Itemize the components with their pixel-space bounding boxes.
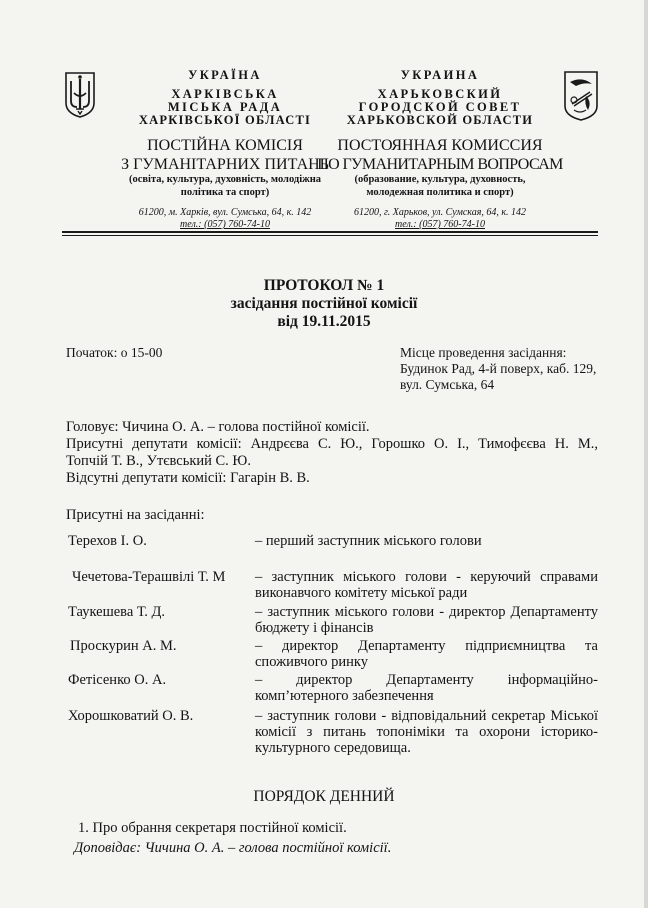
header-left-commission-line2: З ГУМАНІТАРНИХ ПИТАНЬ: [121, 156, 329, 173]
meeting-venue-line2: Будинок Рад, 4-й поверх, каб. 129,: [400, 361, 597, 376]
present-name-1: Терехов І. О.: [68, 533, 147, 549]
document-title-line2: засідання постійної комісії: [230, 295, 418, 312]
header-left-council-line1: ХАРКІВСЬКА: [171, 87, 279, 101]
header-left-country: УКРАЇНА: [188, 68, 262, 82]
kharkiv-coat-of-arms-icon: [562, 70, 600, 122]
meeting-venue: [400, 345, 596, 393]
header-left-phone: тел.: (057) 760-74-10: [180, 219, 270, 230]
header-right-scope-line2: молодежная политика и спорт): [366, 187, 514, 198]
header-right-commission-line2: ПО ГУМАНИТАРНЫМ ВОПРОСАМ: [317, 156, 563, 173]
attendance-present-line2: Топчій Т. В., Утєвський С. Ю.: [66, 453, 251, 469]
header-left-contacts: [100, 207, 350, 231]
header-left-commission-line1: ПОСТІЙНА КОМІСІЯ: [147, 137, 303, 154]
attendance-block: [66, 419, 598, 487]
header-right-scope: [315, 173, 565, 199]
document-title-line3: від 19.11.2015: [277, 313, 371, 330]
present-name-3: Таукешева Т. Д.: [68, 604, 166, 620]
scan-edge: [644, 0, 648, 908]
agenda-reporter: Доповідає: Чичина О. А. – голова постійної комісії.: [74, 840, 392, 856]
header-rule-thin: [62, 235, 598, 236]
header-left-council: [110, 88, 340, 127]
header-left-scope-line2: політика та спорт): [180, 187, 270, 198]
meeting-venue-line3: вул. Сумська, 64: [400, 377, 495, 392]
meeting-start: Початок: о 15-00: [66, 345, 163, 360]
header-right-phone: тел.: (057) 760-74-10: [395, 219, 485, 230]
header-rule-thick: [62, 231, 598, 233]
header-right-scope-line1: (образование, культура, духовность,: [354, 174, 526, 185]
present-role-1: – перший заступник міського голови: [255, 533, 482, 549]
header-right-contacts: [315, 207, 565, 231]
header-left-scope-line1: (освіта, культура, духовність, молодіжна: [128, 174, 322, 185]
present-role-6: – заступник голови - відповідальний секретар Міської комісії з питань топоніміки та охорони історико-культурного середовища.: [255, 708, 598, 756]
present-role-2: – заступник міського голови - керуючий справами виконавчого комітету міської ради: [255, 569, 598, 601]
attendance-present-line1: Присутні депутати комісії: Андрєєва С. Ю., Горошко О. І., Тимофєєва Н. М.,: [66, 436, 598, 452]
header-right-council-line2: ГОРОДСКОЙ СОВЕТ: [358, 100, 522, 114]
present-role-3: – заступник міського голови - директор Департаменту бюджету і фінансів: [255, 604, 598, 636]
header-right-commission: [315, 136, 565, 174]
header-right-commission-line1: ПОСТОЯННАЯ КОМИССИЯ: [337, 137, 543, 154]
header-right-council: [325, 88, 555, 127]
header-right-council-line1: ХАРЬКОВСКИЙ: [377, 87, 503, 101]
header-right-country: УКРАИНА: [400, 68, 480, 82]
agenda-item-1: 1. Про обрання секретаря постійної комісії.: [78, 820, 347, 836]
present-name-5: Фетісенко О. А.: [68, 672, 167, 688]
document-title: [0, 277, 648, 331]
header-left-council-line3: ХАРКІВСЬКОЇ ОБЛАСТІ: [138, 113, 312, 127]
present-name-4: Проскурин А. М.: [70, 638, 177, 654]
attendance-absent: Відсутні депутати комісії: Гагарін В. В.: [66, 470, 310, 486]
present-heading: Присутні на засіданні:: [66, 507, 205, 523]
header-right-address: 61200, г. Харьков, ул. Сумская, 64, к. 142: [353, 207, 527, 218]
present-name-2: Чечетова-Терашвілі Т. М: [72, 569, 226, 585]
ukraine-trident-emblem-icon: [63, 71, 97, 119]
attendance-chair: Головує: Чичина О. А. – голова постійної комісії.: [66, 419, 370, 435]
header-left-address: 61200, м. Харків, вул. Сумська, 64, к. 142: [138, 207, 312, 218]
header-right-council-line3: ХАРЬКОВСКОЙ ОБЛАСТИ: [346, 113, 534, 127]
document-title-line1: ПРОТОКОЛ № 1: [263, 277, 385, 294]
header-left-scope: [100, 173, 350, 199]
header-left-commission: [100, 136, 350, 174]
agenda-heading: ПОРЯДОК ДЕННИЙ: [253, 788, 395, 805]
meeting-venue-line1: Місце проведення засідання:: [400, 345, 567, 360]
header-left-council-line2: МІСЬКА РАДА: [167, 100, 283, 114]
present-role-5: – директор Департаменту інформаційно-комп’ютерного забезпечення: [255, 672, 598, 704]
present-role-4: – директор Департаменту підприємництва та споживчого ринку: [255, 638, 598, 670]
present-name-6: Хорошковатий О. В.: [68, 708, 194, 724]
